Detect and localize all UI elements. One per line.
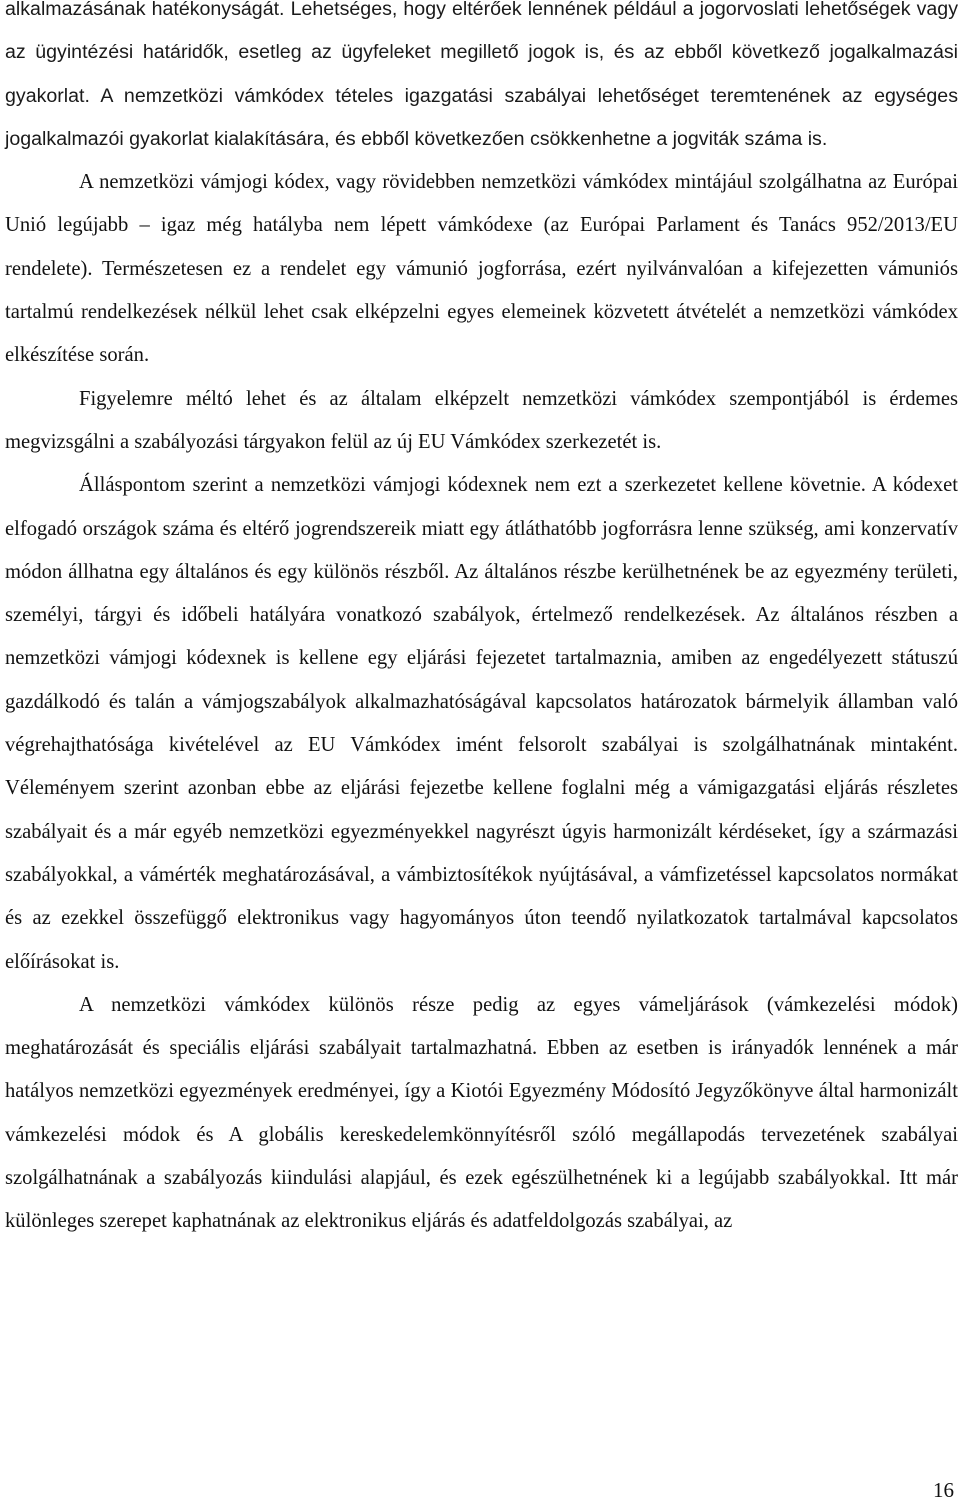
page-number: 16 bbox=[933, 1478, 954, 1502]
paragraph-1 bbox=[5, 0, 958, 161]
paragraph-5-text: A nemzetközi vámkódex különös része pedig az egyes vámeljárások (vámkezelési módok) meghatározását és speciális eljárási szabályait tartalmazhatná. Ebben az esetben is irányadók lennének a már hatályos nemzetközi egyezmények eredményei, így a Kiotói Egyezmény Módosító Jegyzőkönyve által harmonizált vámkezelési módok és A globális kereskedelemkönnyítésről szóló megállapodás tervezetének szabályai szolgálhatnának a szabályozás kiindulási alapjául, és ezek egészülhetnének ki a legújabb szabályokkal. Itt már különleges szerepet kaphatnának az elektronikus eljárás és adatfeldolgozás szabályai, az bbox=[5, 993, 958, 1233]
paragraph-5 bbox=[5, 984, 958, 1244]
paragraph-3-text: Figyelemre méltó lehet és az általam elképzelt nemzetközi vámkódex szempontjából is érdemes megvizsgálni a szabályozási tárgyakon felül az új EU Vámkódex szerkezetét is. bbox=[5, 387, 958, 453]
paragraph-3 bbox=[5, 378, 958, 465]
paragraph-2 bbox=[5, 161, 958, 377]
paragraph-1-text: alkalmazásának hatékonyságát. Lehetséges, hogy eltérőek lennének például a jogorvoslati lehetőségek vagy az ügyintézési határidők, esetleg az ügyfeleket megillető jogok is, és az ebből következő jogalkalmazási gyakorlat. A nemzetközi vámkódex tételes igazgatási szabályai lehetőséget teremtenének az egységes jogalkalmazói gyakorlat kialakítására, és ebből következően csökkenhetne a jogviták száma is. bbox=[5, 0, 958, 150]
paragraph-4 bbox=[5, 464, 958, 984]
paragraph-4-text: Álláspontom szerint a nemzetközi vámjogi kódexnek nem ezt a szerkezetet kellene követnie. A kódexet elfogadó országok száma és eltérő jogrendszereik miatt egy átláthatóbb jogforrásra lenne szükség, ami konzervatív módon állhatna egy általános és egy különös részből. Az általános részbe kerülhetnének be az egyezmény területi, személyi, tárgyi és időbeli hatályára vonatkozó szabályok, értelmező rendelkezések. Az általános részben a nemzetközi vámjogi kódexnek is kellene egy eljárási fejezetet tartalmaznia, amiben az engedélyezett státuszú gazdálkodó és talán a vámjogszabályok alkalmazhatóságával kapcsolatos határozatok bármelyik államban való végrehajthatósága kivételével az EU Vámkódex imént felsorolt szabályai is szolgálhatnának mintaként. Véleményem szerint azonban ebbe az eljárási fejezetbe kellene foglalni még a vámigazgatási eljárás részletes szabályait és a már egyéb nemzetközi egyezményekkel nagyrészt úgyis harmonizált kérdéseket, így a származási szabályokkal, a vámérték meghatározásával, a vámbiztosítékok nyújtásával, a vámfizetéssel kapcsolatos normákat és az ezekkel összefüggő elektronikus vagy hagyományos úton teendő nyilatkozatok tartalmával kapcsolatos előírásokat is. bbox=[5, 474, 958, 973]
paragraph-2-text: A nemzetközi vámjogi kódex, vagy rövidebben nemzetközi vámkódex mintájául szolgálhatna az Európai Unió legújabb – igaz még hatályba nem lépett vámkódexe (az Európai Parlament és Tanács 952/2013/EU rendelete). Természetesen ez a rendelet egy vámunió jogforrása, ezért nyilvánvalóan a kifejezetten vámuniós tartalmú rendelkezések nélkül lehet csak elképzelni egyes elemeinek közvetett átvételét a nemzetközi vámkódex elkészítése során. bbox=[5, 171, 958, 367]
